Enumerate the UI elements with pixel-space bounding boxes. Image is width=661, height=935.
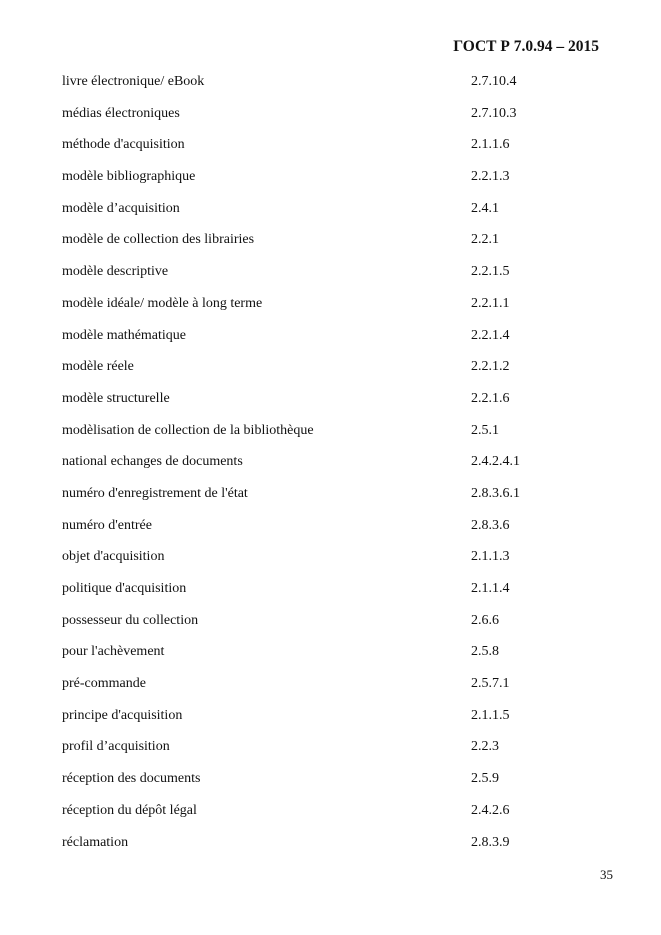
terms-index [62, 74, 602, 866]
index-term: profil d’acquisition [62, 739, 170, 755]
index-term: médias électroniques [62, 105, 180, 121]
index-row [62, 581, 602, 613]
index-term: modèle réele [62, 359, 134, 375]
index-row [62, 739, 602, 771]
index-term: numéro d'enregistrement de l'état [62, 485, 248, 501]
index-reference: 2.2.1.1 [471, 295, 510, 311]
index-reference: 2.6.6 [471, 612, 499, 628]
index-row [62, 676, 602, 708]
index-row [62, 549, 602, 581]
index-reference: 2.1.1.5 [471, 707, 510, 723]
index-reference: 2.2.1.4 [471, 327, 510, 343]
index-row [62, 708, 602, 740]
index-row [62, 771, 602, 803]
index-row [62, 486, 602, 518]
index-row [62, 74, 602, 106]
index-term: principe d'acquisition [62, 707, 183, 723]
index-term: méthode d'acquisition [62, 137, 185, 153]
index-reference: 2.4.1 [471, 200, 499, 216]
index-row [62, 423, 602, 455]
index-reference: 2.5.1 [471, 422, 499, 438]
index-reference: 2.2.1.3 [471, 169, 510, 185]
index-term: pour l'achèvement [62, 644, 165, 660]
index-term: modèle idéale/ modèle à long terme [62, 295, 263, 311]
index-term: modèle de collection des librairies [62, 232, 255, 248]
index-reference: 2.1.1.6 [471, 137, 510, 153]
index-reference: 2.5.9 [471, 771, 499, 787]
page-header: ГОСТ Р 7.0.94 – 2015 [453, 38, 599, 55]
index-reference: 2.5.7.1 [471, 676, 510, 692]
index-term: politique d'acquisition [62, 581, 187, 596]
index-row [62, 296, 602, 328]
index-reference: 2.2.1.2 [471, 359, 510, 375]
index-row [62, 106, 602, 138]
index-term: modèlisation de collection de la bibliothèque [62, 422, 314, 438]
index-term: numéro d'entrée [62, 517, 152, 533]
index-reference: 2.8.3.6 [471, 517, 510, 533]
index-term: pré-commande [62, 676, 146, 692]
index-row [62, 201, 602, 233]
index-reference: 2.1.1.3 [471, 549, 510, 565]
index-term: réception du dépôt légal [62, 802, 197, 818]
index-row [62, 137, 602, 169]
index-term: modèle d’acquisition [62, 200, 180, 216]
index-row [62, 644, 602, 676]
index-reference: 2.2.1.6 [471, 390, 510, 406]
page-number: 35 [600, 867, 613, 882]
index-row [62, 803, 602, 835]
index-reference: 2.7.10.3 [471, 105, 517, 121]
index-term: national echanges de documents [62, 454, 243, 470]
index-reference: 2.2.3 [471, 739, 499, 755]
index-term: réclamation [62, 834, 129, 850]
index-row [62, 328, 602, 360]
index-reference: 2.4.2.4.1 [471, 454, 520, 470]
index-term: possesseur du collection [62, 612, 199, 628]
index-reference: 2.8.3.6.1 [471, 485, 520, 501]
index-row [62, 454, 602, 486]
index-row [62, 232, 602, 264]
index-term: réception des documents [62, 771, 201, 787]
index-reference: 2.2.1.5 [471, 264, 510, 280]
index-reference: 2.4.2.6 [471, 802, 510, 818]
index-row [62, 835, 602, 867]
index-reference: 2.7.10.4 [471, 74, 517, 89]
index-term: modèle structurelle [62, 390, 170, 406]
index-row [62, 518, 602, 550]
index-reference: 2.2.1 [471, 232, 499, 248]
index-term: livre électronique/ eBook [62, 74, 205, 89]
index-reference: 2.5.8 [471, 644, 499, 660]
index-term: modèle descriptive [62, 264, 169, 280]
index-reference: 2.8.3.9 [471, 834, 510, 850]
index-row [62, 169, 602, 201]
index-reference: 2.1.1.4 [471, 581, 510, 596]
index-term: modèle bibliographique [62, 169, 196, 185]
index-term: modèle mathématique [62, 327, 187, 343]
index-row [62, 391, 602, 423]
index-row [62, 359, 602, 391]
index-row [62, 613, 602, 645]
index-term: objet d'acquisition [62, 549, 165, 565]
index-row [62, 264, 602, 296]
